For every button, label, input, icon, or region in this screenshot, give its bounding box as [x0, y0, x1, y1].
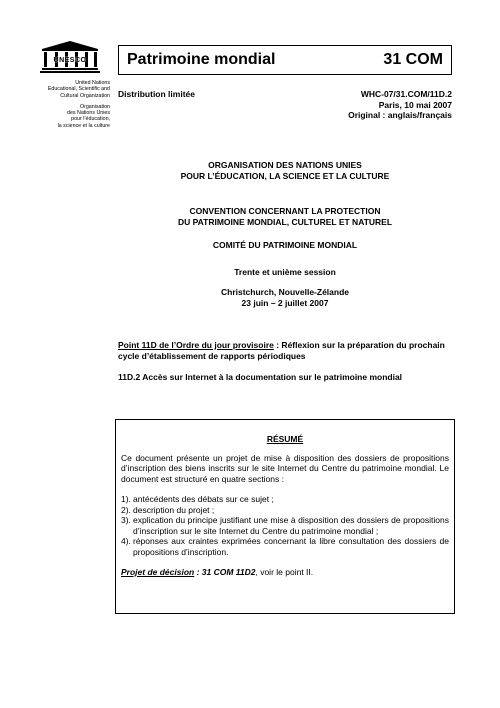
location-city: Christchurch, Nouvelle-Zélande	[221, 287, 349, 297]
summary-box	[115, 419, 455, 614]
list-item	[121, 536, 449, 557]
document-title: Patrimoine mondial	[127, 51, 276, 68]
committee-name: COMITÉ DU PATRIMOINE MONDIAL	[212, 240, 358, 250]
list-item-number: 2).	[121, 504, 131, 515]
list-item-text: explication du principe justifiant une mise à disposition des dossiers de propositions d’inscription sur le site Internet du Centre du patrimoine mondial ;	[133, 515, 449, 536]
session-name: Trente et unième session	[234, 267, 336, 277]
list-item-number: 3).	[121, 515, 131, 525]
list-item	[121, 515, 449, 536]
convention-name	[118, 206, 452, 227]
list-item-number: 1).	[121, 494, 131, 504]
logo-text-line: Organisation	[79, 103, 110, 110]
svg-text:UNESCO: UNESCO	[53, 57, 87, 64]
draft-decision-number: : 31 COM 11D2	[194, 567, 256, 577]
list-item-number: 4).	[121, 536, 131, 546]
list-item-text: description du projet ;	[133, 504, 215, 515]
convention-line: DU PATRIMOINE MONDIAL, CULTUREL ET NATUREL	[177, 216, 393, 227]
agenda-item-text: : Réflexion sur la préparation du prochain cycle d’établissement de rapports périodiques	[118, 340, 445, 361]
logo-text-line: pour l’éducation,	[71, 116, 110, 123]
place-date: Paris, 10 mai 2007	[378, 99, 452, 110]
original-language: Original : anglais/français	[348, 110, 452, 120]
logo-text-line: la science et la culture	[57, 122, 110, 129]
unesco-temple-icon	[38, 40, 102, 74]
header-box	[118, 45, 452, 75]
organization-line: POUR L’ÉDUCATION, LA SCIENCE ET LA CULTURE	[180, 170, 390, 181]
list-item	[121, 494, 449, 505]
session-code: 31 COM	[383, 51, 443, 68]
logo-text-line: United Nations	[75, 80, 110, 86]
meeting-location	[118, 287, 452, 308]
list-item	[121, 505, 449, 516]
list-item-text: réponses aux craintes exprimées concernant la libre consultation des dossiers de propositions d’inscription.	[133, 536, 449, 557]
agenda-subitem: 11D.2 Accès sur Internet à la documentation sur le patrimoine mondial	[118, 372, 403, 382]
summary-sections-list	[121, 494, 449, 557]
document-reference	[348, 89, 452, 121]
summary-title: RÉSUMÉ	[266, 434, 304, 444]
logo-text-line: Educational, Scientific and	[47, 86, 110, 93]
organization-line: ORGANISATION DES NATIONS UNIES	[208, 160, 362, 170]
unesco-name	[30, 80, 110, 129]
unesco-logo	[30, 40, 110, 134]
distribution-label: Distribution limitée	[118, 89, 195, 99]
organization-name	[118, 160, 452, 181]
convention-line: CONVENTION CONCERNANT LA PROTECTION	[189, 206, 381, 216]
summary-intro: Ce document présente un projet de mise à disposition des dossiers de propositions d’inscription des biens inscrits sur le site Internet du Centre du patrimoine mondial. Le document est structuré en quatre sections :	[121, 452, 449, 484]
agenda-item-label: Point 11D de l’Ordre du jour provisoire	[118, 340, 274, 350]
agenda-item	[118, 340, 452, 361]
doc-number: WHC-07/31.COM/11D.2	[360, 89, 452, 99]
draft-decision-label: Projet de décision	[121, 567, 195, 577]
location-dates: 23 juin – 2 juillet 2007	[241, 297, 329, 308]
list-item-text: antécédents des débats sur ce sujet ;	[133, 494, 274, 504]
logo-text-line: Cultural Organization	[60, 92, 110, 99]
draft-decision-reference: , voir le point II.	[255, 567, 314, 577]
logo-text-line: des Nations Unies	[67, 110, 110, 117]
draft-decision	[121, 567, 449, 578]
